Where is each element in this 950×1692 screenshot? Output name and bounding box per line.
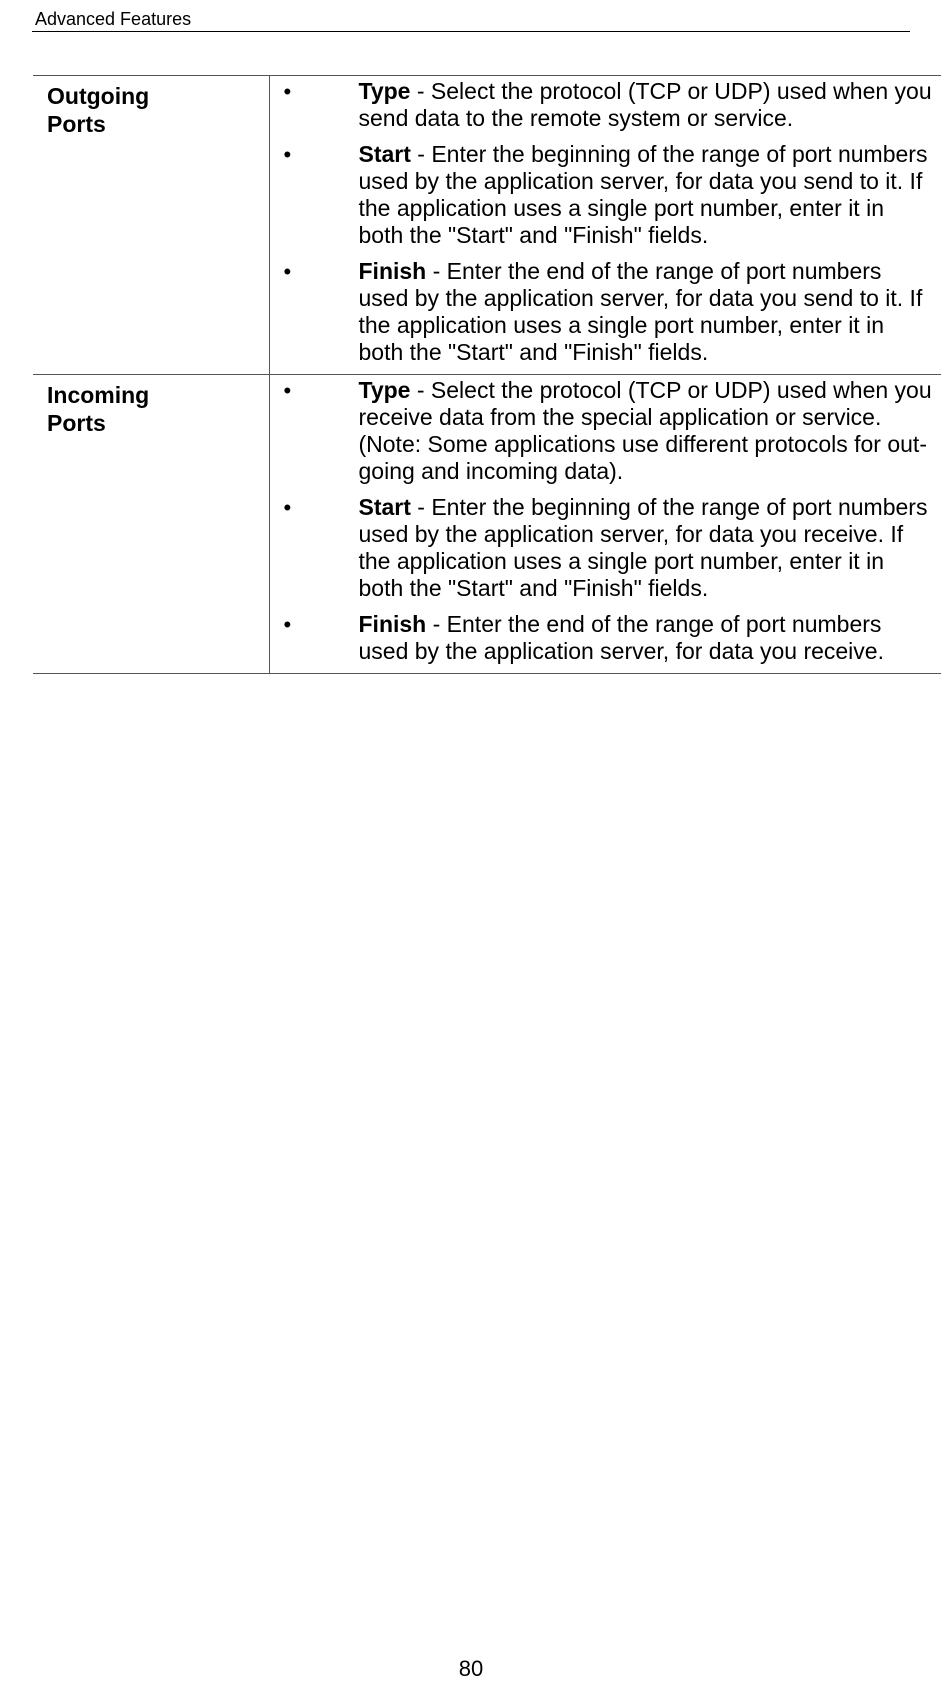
term-description: - Enter the end of the range of port numbers used by the application server, for data you receive. (358, 611, 884, 664)
bullet-icon: • (283, 495, 292, 520)
bullet-list (270, 377, 942, 665)
term-description: - Enter the end of the range of port numbers used by the application server, for data you send to it. If the application uses a single port number, enter it in both the "Start" and "Finish" fields. (358, 258, 923, 365)
term-label: Type (358, 377, 411, 403)
label-cell (33, 76, 269, 375)
term-description: - Select the protocol (TCP or UDP) used when you receive data from the special application or service. (Note: Some applications use different protocols for out-going and incoming data). (358, 377, 932, 484)
list-item (270, 611, 942, 665)
running-header (32, 8, 910, 32)
term-label: Start (358, 494, 411, 520)
bullet-list (270, 78, 942, 366)
table-row-outgoing-ports (33, 76, 941, 375)
term-label: Type (358, 78, 411, 104)
list-item (270, 377, 942, 485)
bullet-icon: • (283, 79, 292, 104)
row-label-outgoing-ports: Outgoing Ports (47, 83, 150, 137)
list-item (270, 141, 942, 249)
list-item (270, 494, 942, 602)
page-number: 80 (458, 1656, 484, 1681)
row-label-incoming-ports: Incoming Ports (47, 382, 150, 436)
term-label: Finish (358, 611, 427, 637)
label-cell (33, 375, 269, 674)
term-label: Finish (358, 258, 427, 284)
description-cell (269, 375, 941, 674)
term-description: - Select the protocol (TCP or UDP) used when you send data to the remote system or service. (358, 78, 932, 131)
list-item (270, 258, 942, 366)
bullet-icon: • (283, 612, 292, 637)
bullet-icon: • (283, 259, 292, 284)
header-title: Advanced Features (35, 9, 192, 29)
bullet-icon: • (283, 378, 292, 403)
description-cell (269, 76, 941, 375)
term-label: Start (358, 141, 411, 167)
list-item (270, 78, 942, 132)
port-settings-table (33, 75, 941, 674)
bullet-icon: • (283, 142, 292, 167)
table-row-incoming-ports (33, 375, 941, 674)
term-description: - Enter the beginning of the range of port numbers used by the application server, for data you send to it. If the application uses a single port number, enter it in both the "Start" and "Finish" fields. (358, 141, 928, 248)
term-description: - Enter the beginning of the range of port numbers used by the application server, for data you receive. If the application uses a single port number, enter it in both the "Start" and "Finish" fields. (358, 494, 928, 601)
